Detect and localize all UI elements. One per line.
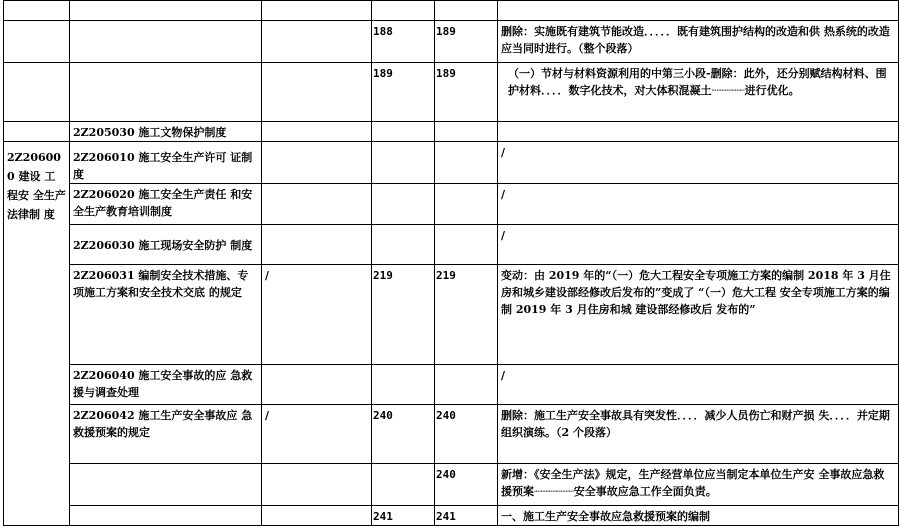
change-cell: /	[498, 225, 899, 265]
change-cell: 新增：《安全生产法》规定，生产经营单位应当制定本单位生产安 全事故应急救援预案┈┈┈┈┈┈安全事故应急工作全面负责。	[498, 464, 899, 506]
table-row	[4, 365, 899, 405]
new-page-cell: 219	[435, 265, 498, 365]
table-row	[4, 122, 899, 142]
topic-cell: 2Z206030 施工现场安全防护 制度	[70, 225, 262, 265]
new-page-cell: 240	[435, 464, 498, 506]
change-cell: 删除：施工生产安全事故具有突发性．．．．减少人员伤亡和财产损 失．．．．并定期组织演练。（2 个段落）	[498, 405, 899, 464]
table-row	[4, 21, 899, 63]
new-page-cell: 240	[435, 405, 498, 464]
slash-cell: /	[262, 265, 372, 365]
change-cell: /	[498, 365, 899, 405]
change-cell: /	[498, 184, 899, 225]
change-cell: /	[498, 142, 899, 184]
change-cell: 变动：由 2019 年的“（一）危大工程安全专项施工方案的编制 2018 年 3 月住房和城乡建设部经修改后发布的”变成了 “（一）危大工程 安全专项施工方案的编制 2019 年 3 月住房和城 建设部经修改后 发布的”	[498, 265, 899, 365]
table-row	[4, 405, 899, 464]
old-page-cell: 241	[372, 506, 435, 526]
topic-cell: 2Z206010 施工安全生产许可 证制度	[70, 142, 262, 184]
topic-cell: 2Z205030 施工文物保护制度	[70, 122, 262, 142]
table-row	[4, 142, 899, 184]
topic-cell: 2Z206020 施工安全生产责任 和安全生产教育培训制度	[70, 184, 262, 225]
topic-cell	[70, 21, 262, 63]
table-row	[4, 184, 899, 225]
topic-cell	[70, 506, 262, 526]
slash-cell	[262, 21, 372, 63]
slash-cell	[262, 63, 372, 122]
topic-cell	[70, 63, 262, 122]
change-cell: 删除：实施既有建筑节能改造．．．．．既有建筑围护结构的改造和供 热系统的改造应当同时进行。（整个段落）	[498, 21, 899, 63]
table-row	[4, 265, 899, 365]
table-row	[4, 1, 899, 21]
slash-cell	[262, 464, 372, 506]
table-row	[4, 464, 899, 506]
new-page-cell: 241	[435, 506, 498, 526]
old-page-cell	[372, 464, 435, 506]
topic-cell: 2Z206031 编制安全技术措施、专项施工方案和安全技术交底 的规定	[70, 265, 262, 365]
table-row	[4, 63, 899, 122]
topic-cell: 2Z206042 施工生产安全事故应 急救援预案的规定	[70, 405, 262, 464]
category-cell: 2Z20600 0 建设 工程安 全生产 法律制 度	[4, 142, 70, 526]
old-page-cell: 189	[372, 63, 435, 122]
old-page-cell: 240	[372, 405, 435, 464]
new-page-cell: 189	[435, 21, 498, 63]
topic-cell	[70, 464, 262, 506]
table-row	[4, 225, 899, 265]
new-page-cell: 189	[435, 63, 498, 122]
slash-cell	[262, 506, 372, 526]
old-page-cell: 219	[372, 265, 435, 365]
table-row	[4, 506, 899, 526]
old-page-cell: 188	[372, 21, 435, 63]
change-cell: 一、施工生产安全事故应急救援预案的编制	[498, 506, 899, 526]
topic-cell: 2Z206040 施工安全事故的应 急救援与调查处理	[70, 365, 262, 405]
slash-cell: /	[262, 405, 372, 464]
change-cell: （一）节材与材料资源利用的中第三小段-删除：此外，还分别赋结构材料、围护材料．．．．数字化技术，对大体积混凝土┈┈┈┈┈进行优化。	[498, 63, 899, 122]
revision-table	[3, 0, 899, 526]
